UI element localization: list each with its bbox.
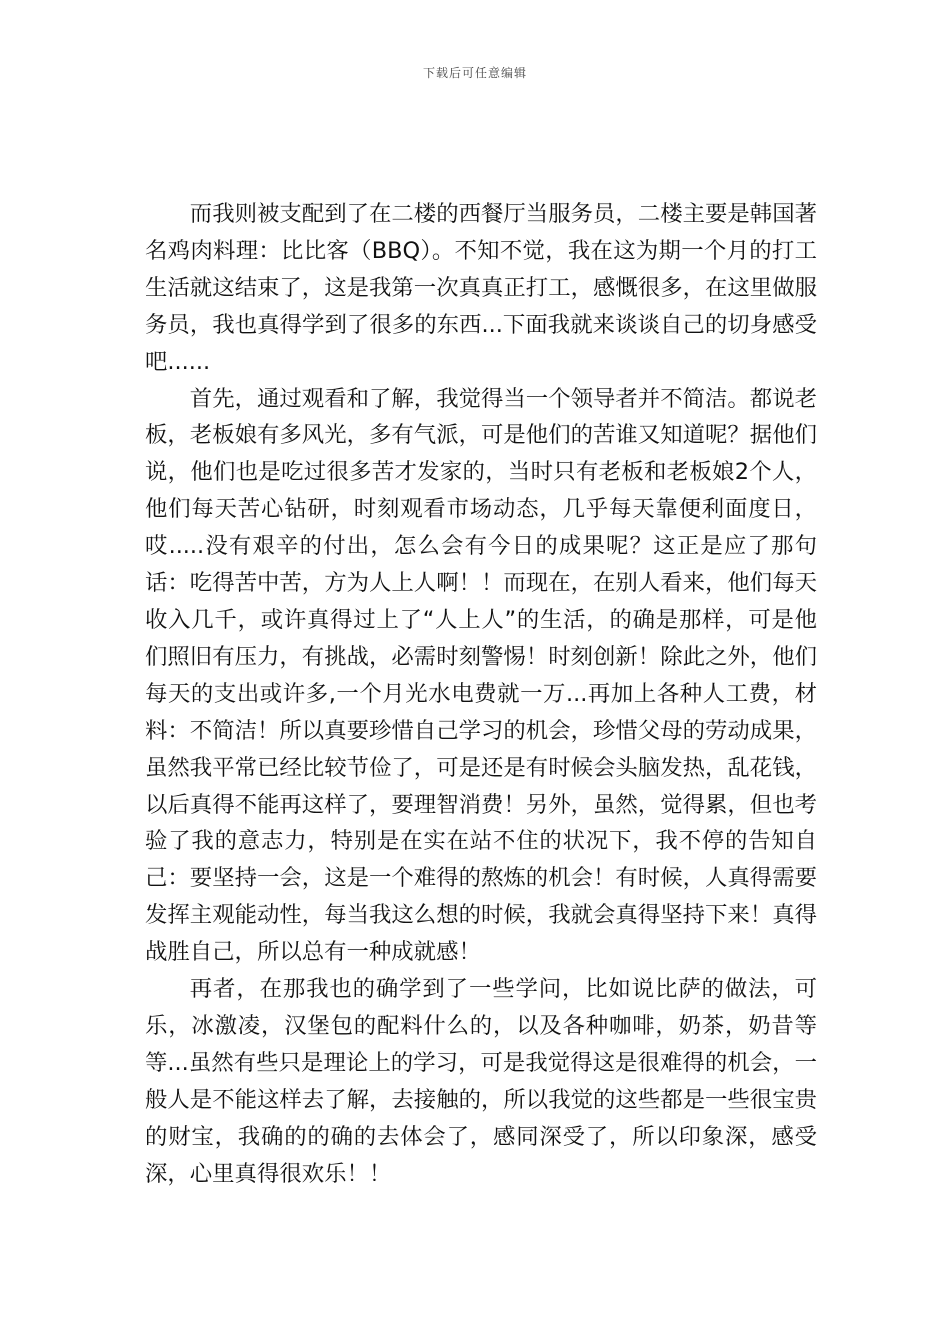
document-body [145,196,817,1192]
paragraph-2: 首先，通过观看和了解，我觉得当一个领导者并不简洁。都说老板，老板娘有多风光，多有气派，可是他们的苦谁又知道呢？据他们说，他们也是吃过很多苦才发家的，当时只有老板和老板娘2个人，他们每天苦心钻研，时刻观看市场动态，几乎每天靠便利面度日，哎.....没有艰辛的付出，怎么会有今日的成果呢？这正是应了那句话：吃得苦中苦，方为人上人啊！！而现在，在别人看来，他们每天收入几千，或许真得过上了“人上人”的生活，的确是那样，可是他们照旧有压力，有挑战，必需时刻警惕！时刻创新！除此之外，他们每天的支出或许多,一个月光水电费就一万...再加上各种人工费，材料：不简洁！所以真要珍惜自己学习的机会，珍惜父母的劳动成果，虽然我平常已经比较节俭了，可是还是有时候会头脑发热，乱花钱，以后真得不能再这样了，要理智消费！另外，虽然，觉得累，但也考验了我的意志力，特别是在实在站不住的状况下，我不停的告知自己：要坚持一会，这是一个难得的熬炼的机会！有时候，人真得需要发挥主观能动性，每当我这么想的时候，我就会真得坚持下来！真得战胜自己，所以总有一种成就感！ [145,385,817,966]
paragraph-3: 再者，在那我也的确学到了一些学问，比如说比萨的做法，可乐，冰激凌，汉堡包的配料什么的，以及各种咖啡，奶茶，奶昔等等...虽然有些只是理论上的学习，可是我觉得这是很难得的机会，一般人是不能这样去了解，去接触的，所以我觉的这些都是一些很宝贵的财宝，我确的的确的去体会了，感同深受了，所以印象深，感受深，心里真得很欢乐！！ [145,976,817,1187]
page-header-note: 下载后可任意编辑 [422,66,527,80]
paragraph-1: 而我则被支配到了在二楼的西餐厅当服务员，二楼主要是韩国著名鸡肉料理：比比客（BBQ）。不知不觉，我在这为期一个月的打工生活就这结束了，这是我第一次真真正打工，感慨很多，在这里做服务员，我也真得学到了很多的东西...下面我就来谈谈自己的切身感受吧...... [145,201,817,375]
